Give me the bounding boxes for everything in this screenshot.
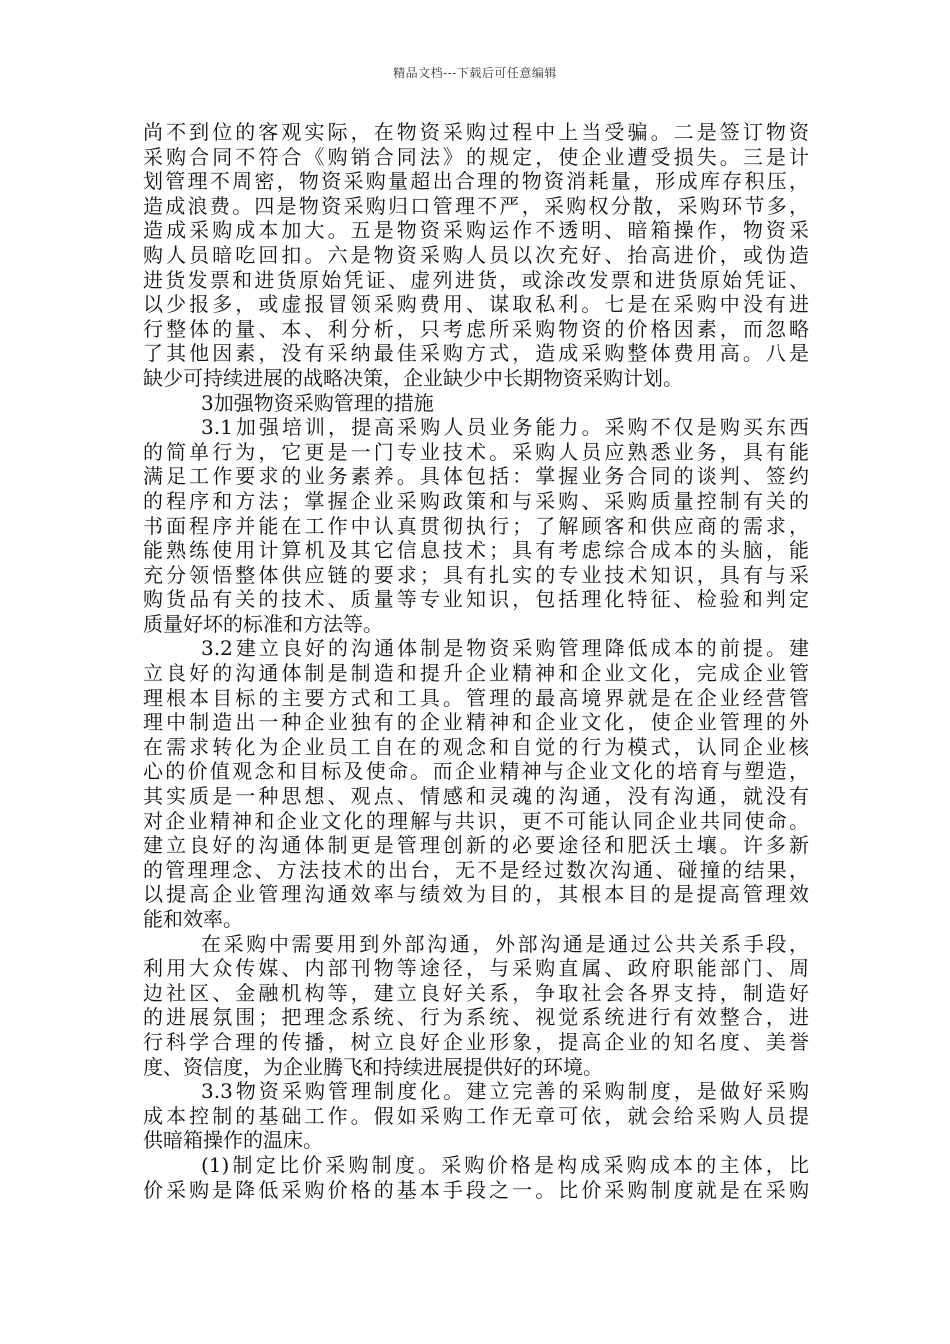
page-header: 精品文档---下载后可任意编辑 [393, 66, 557, 80]
text-line: 充分领悟整体供应链的要求；具有扎实的专业技术知识，具有与采 [143, 562, 809, 587]
text-line: 满足工作要求的业务素养。具体包括：掌握业务合同的谈判、签约 [143, 464, 809, 489]
text-line: 对企业精神和企业文化的理解与共识，更不可能认同企业共同使命。 [143, 808, 809, 833]
text-line: 3.2建立良好的沟通体制是物资采购管理降低成本的前提。建 [201, 636, 809, 661]
text-line: 采购合同不符合《购销合同法》的规定，使企业遭受损失。三是计 [143, 144, 809, 169]
text-line: 供暗箱操作的温床。 [143, 1128, 323, 1153]
text-line: 行整体的量、本、利分析，只考虑所采购物资的价格因素，而忽略 [143, 316, 809, 341]
text-line: 在需求转化为企业员工自在的观念和自觉的行为模式，认同企业核 [143, 734, 809, 759]
text-line: 造成采购成本加大。五是物资采购运作不透明、暗箱操作，物资采 [143, 218, 809, 243]
text-line: 3.1加强培训，提高采购人员业务能力。采购不仅是购买东西 [201, 415, 809, 440]
text-line: 质量好坏的标准和方法等。 [143, 611, 383, 636]
text-line: 的简单行为，它更是一门专业技术。采购人员应熟悉业务，具有能 [143, 439, 809, 464]
text-line: 能熟练使用计算机及其它信息技术；具有考虑综合成本的头脑，能 [143, 538, 809, 563]
text-line: 价采购是降低采购价格的基本手段之一。比价采购制度就是在采购 [143, 1177, 809, 1202]
text-line: 了其他因素，没有采纳最佳采购方式，造成采购整体费用高。八是 [143, 341, 809, 366]
text-line: 的进展氛围；把理念系统、行为系统、视觉系统进行有效整合，进 [143, 1005, 809, 1030]
text-line: 3加强物资采购管理的措施 [201, 390, 434, 415]
text-line: 行科学合理的传播，树立良好企业形象，提高企业的知名度、美誉 [143, 1029, 809, 1054]
text-line: 购货品有关的技术、质量等专业知识，包括理化特征、检验和判定 [143, 587, 809, 612]
text-line: 进货发票和进货原始凭证、虚列进货，或涂改发票和进货原始凭证、 [143, 267, 809, 292]
text-line: 尚不到位的客观实际，在物资采购过程中上当受骗。二是签订物资 [143, 120, 809, 144]
text-line: 划管理不周密，物资采购量超出合理的物资消耗量，形成库存积压， [143, 169, 809, 194]
document-body [143, 120, 809, 1202]
text-line: 成本控制的基础工作。假如采购工作无章可依，就会给采购人员提 [143, 1103, 809, 1128]
text-line: 利用大众传媒、内部刊物等途径，与采购直属、政府职能部门、周 [143, 956, 809, 981]
text-line: 缺少可持续进展的战略决策，企业缺少中长期物资采购计划。 [143, 365, 683, 390]
text-line: 理中制造出一种企业独有的企业精神和企业文化，使企业管理的外 [143, 710, 809, 735]
text-line: 以少报多，或虚报冒领采购费用、谋取私利。七是在采购中没有进 [143, 292, 809, 317]
text-line: 书面程序并能在工作中认真贯彻执行；了解顾客和供应商的需求， [143, 513, 809, 538]
text-line: 以提高企业管理沟通效率与绩效为目的，其根本目的是提高管理效 [143, 882, 809, 907]
text-line: 其实质是一种思想、观点、情感和灵魂的沟通，没有沟通，就没有 [143, 784, 809, 809]
text-line: 建立良好的沟通体制更是管理创新的必要途径和肥沃土壤。许多新 [143, 833, 809, 858]
text-line: 在采购中需要用到外部沟通，外部沟通是通过公共关系手段， [201, 931, 809, 956]
text-line: 3.3物资采购管理制度化。建立完善的采购制度，是做好采购 [201, 1079, 809, 1104]
text-line: (1)制定比价采购制度。采购价格是构成采购成本的主体，比 [201, 1152, 809, 1177]
text-line: 能和效率。 [143, 907, 243, 931]
text-line: 边社区、金融机构等，建立良好关系，争取社会各界支持，制造好 [143, 980, 809, 1005]
text-line: 度、资信度，为企业腾飞和持续进展提供好的环境。 [143, 1054, 603, 1079]
text-line: 理根本目标的主要方式和工具。管理的最高境界就是在企业经营管 [143, 685, 809, 710]
text-line: 的管理理念、方法技术的出台，无不是经过数次沟通、碰撞的结果， [143, 857, 809, 882]
text-line: 心的价值观念和目标及使命。而企业精神与企业文化的培育与塑造， [143, 759, 809, 784]
text-line: 购人员暗吃回扣。六是物资采购人员以次充好、抬高进价，或伪造 [143, 242, 809, 267]
text-line: 造成浪费。四是物资采购归口管理不严，采购权分散，采购环节多， [143, 193, 809, 218]
text-line: 的程序和方法；掌握企业采购政策和与采购、采购质量控制有关的 [143, 488, 809, 513]
text-line: 立良好的沟通体制是制造和提升企业精神和企业文化，完成企业管 [143, 661, 809, 686]
